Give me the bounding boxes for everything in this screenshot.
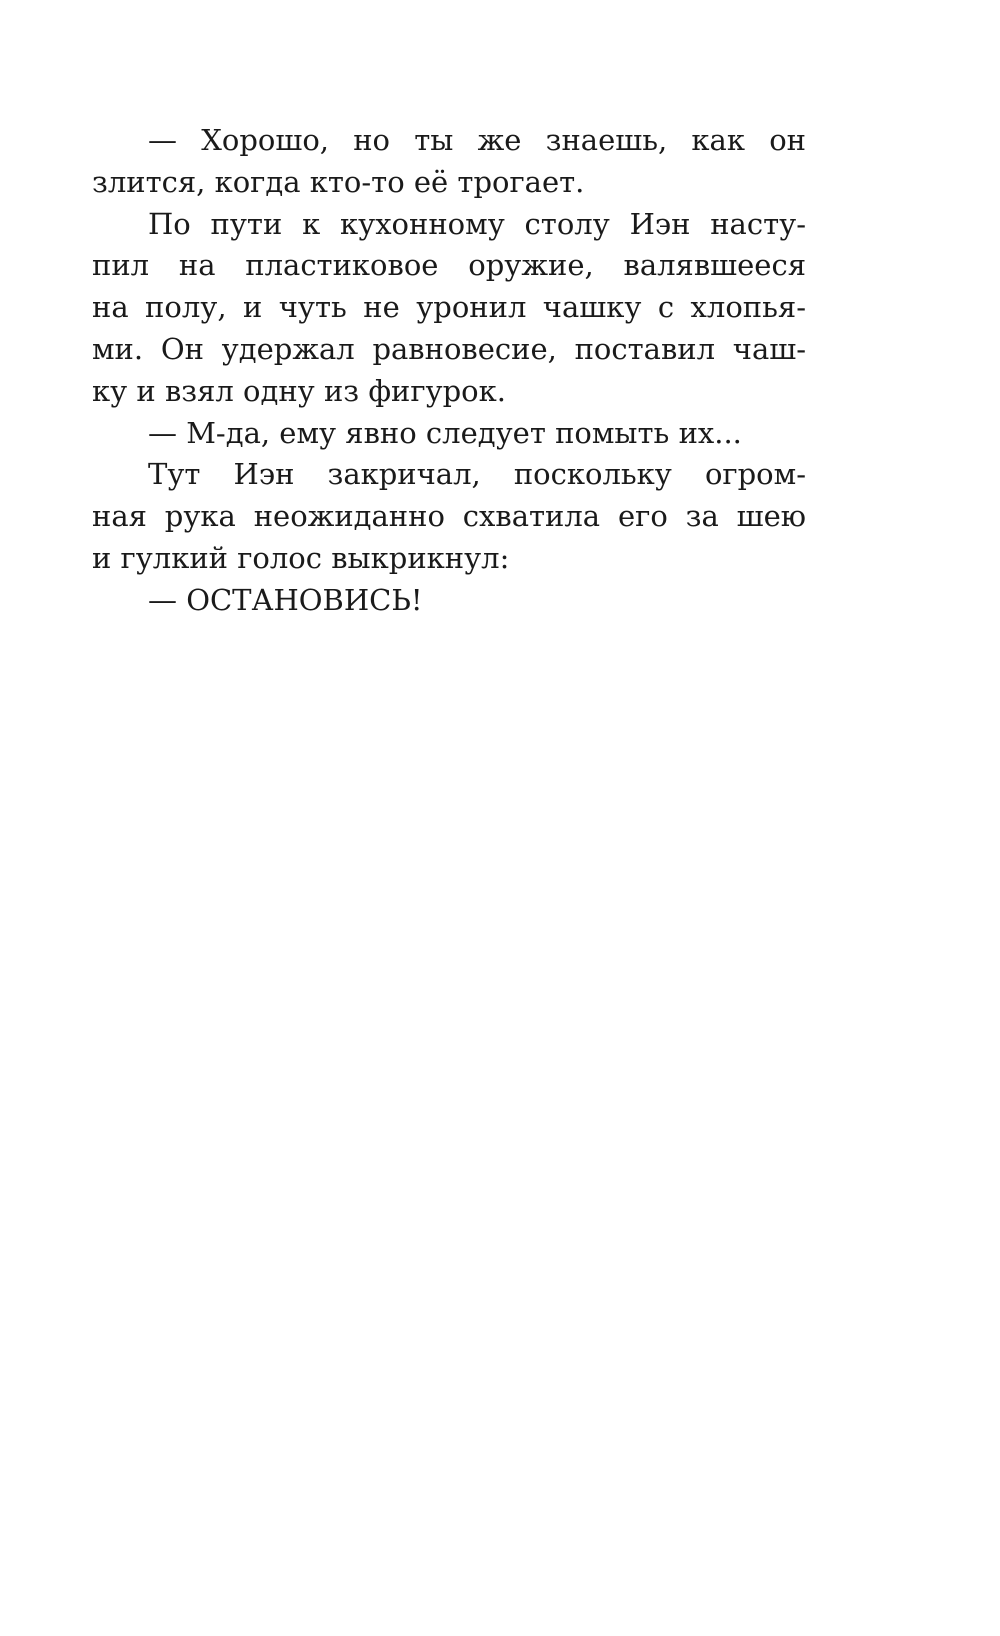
- text-line-10: ная рука неожиданно схватила его за шею: [92, 499, 806, 534]
- text-line-8: — М-да, ему явно следует помыть их...: [148, 415, 742, 450]
- text-line-12: — ОСТАНОВИСЬ!: [148, 582, 423, 617]
- text-line-6: ми. Он удержал равновесие, поставил чаш-: [92, 331, 806, 366]
- text-line-5: на полу, и чуть не уронил чашку с хлопья-: [92, 290, 806, 325]
- body-text: [92, 120, 806, 622]
- text-line-2: злится, когда кто-то её трогает.: [92, 164, 585, 199]
- text-line-7: ку и взял одну из фигурок.: [92, 373, 506, 408]
- text-line-1: — Хорошо, но ты же знаешь, как он: [148, 123, 806, 157]
- text-line-3: По пути к кухонному столу Иэн насту-: [148, 206, 806, 241]
- text-line-9: Тут Иэн закричал, поскольку огром-: [148, 457, 806, 492]
- text-line-11: и гулкий голос выкрикнул:: [92, 540, 510, 575]
- text-line-4: пил на пластиковое оружие, валявшееся: [92, 248, 806, 283]
